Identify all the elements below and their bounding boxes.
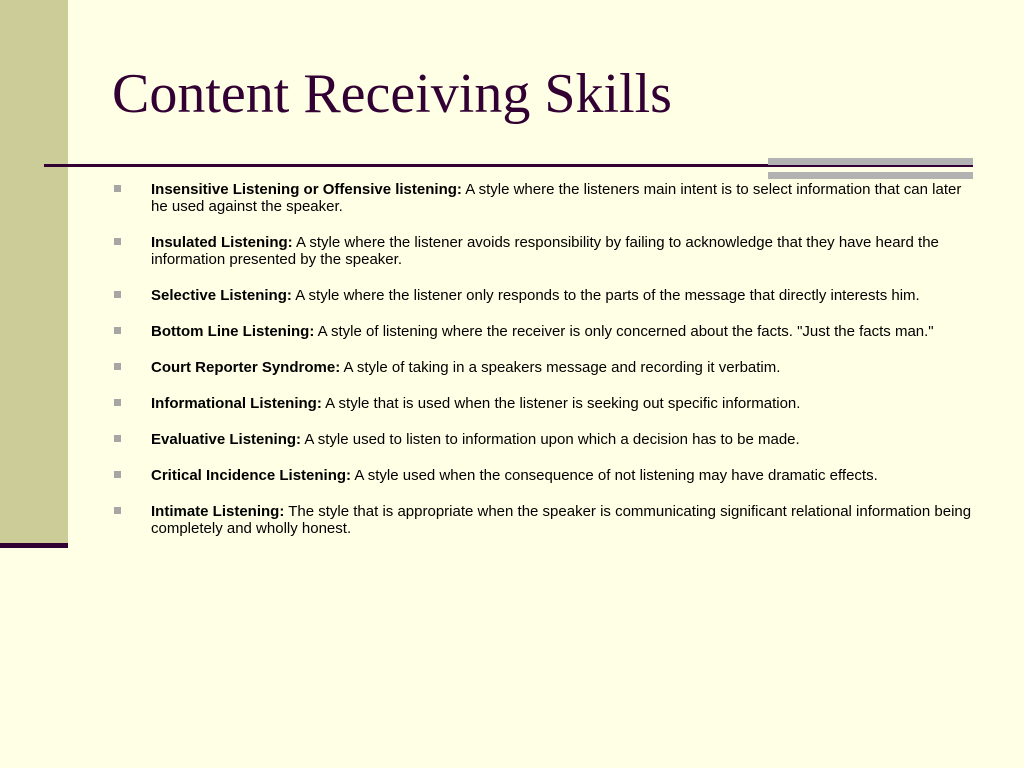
square-bullet-icon bbox=[114, 185, 121, 192]
bullet-item bbox=[112, 287, 972, 304]
square-bullet-icon bbox=[114, 363, 121, 370]
bullet-text: A style where the listeners main intent is to select information that can later he used against the speaker. bbox=[151, 181, 962, 215]
bullet-text: A style used when the consequence of not listening may have dramatic effects. bbox=[351, 467, 878, 484]
bullet-term: Insulated Listening: bbox=[151, 234, 293, 251]
square-bullet-icon bbox=[114, 399, 121, 406]
bullet-text: A style of listening where the receiver is only concerned about the facts. "Just the facts man." bbox=[314, 323, 934, 340]
bullet-item bbox=[112, 503, 972, 537]
bullet-item bbox=[112, 323, 972, 340]
bullet-list bbox=[112, 181, 972, 556]
bullet-item bbox=[112, 181, 972, 215]
square-bullet-icon bbox=[114, 327, 121, 334]
bullet-term: Insensitive Listening or Offensive listening: bbox=[151, 181, 462, 198]
bullet-text: A style where the listener avoids responsibility by failing to acknowledge that they have heard the information presented by the speaker. bbox=[151, 234, 939, 268]
square-bullet-icon bbox=[114, 507, 121, 514]
bullet-item bbox=[112, 395, 972, 412]
bullet-term: Intimate Listening: bbox=[151, 503, 285, 520]
bullet-item bbox=[112, 467, 972, 484]
bullet-term: Selective Listening: bbox=[151, 287, 292, 304]
bullet-text: A style used to listen to information upon which a decision has to be made. bbox=[301, 431, 800, 448]
square-bullet-icon bbox=[114, 238, 121, 245]
bullet-text: A style of taking in a speakers message and recording it verbatim. bbox=[340, 359, 781, 376]
bullet-term: Evaluative Listening: bbox=[151, 431, 302, 448]
bullet-item bbox=[112, 359, 972, 376]
bullet-term: Court Reporter Syndrome: bbox=[151, 359, 341, 376]
square-bullet-icon bbox=[114, 291, 121, 298]
bullet-term: Bottom Line Listening: bbox=[151, 323, 315, 340]
bullet-text: The style that is appropriate when the speaker is communicating significant relational information being completely and wholly honest. bbox=[151, 503, 972, 537]
bullet-item bbox=[112, 234, 972, 268]
bullet-term: Critical Incidence Listening: bbox=[151, 467, 352, 484]
title-accent-bar-top bbox=[768, 158, 973, 165]
title-accent-bar-bottom bbox=[768, 172, 973, 179]
square-bullet-icon bbox=[114, 471, 121, 478]
bullet-term: Informational Listening: bbox=[151, 395, 322, 412]
bullet-text: A style that is used when the listener is seeking out specific information. bbox=[321, 395, 801, 412]
square-bullet-icon bbox=[114, 435, 121, 442]
decorative-side-bar bbox=[0, 0, 68, 545]
bullet-item bbox=[112, 431, 972, 448]
bullet-text: A style where the listener only responds to the parts of the message that directly interests him. bbox=[291, 287, 920, 304]
side-bar-base-line bbox=[0, 543, 68, 548]
slide-title: Content Receiving Skills bbox=[112, 63, 672, 125]
